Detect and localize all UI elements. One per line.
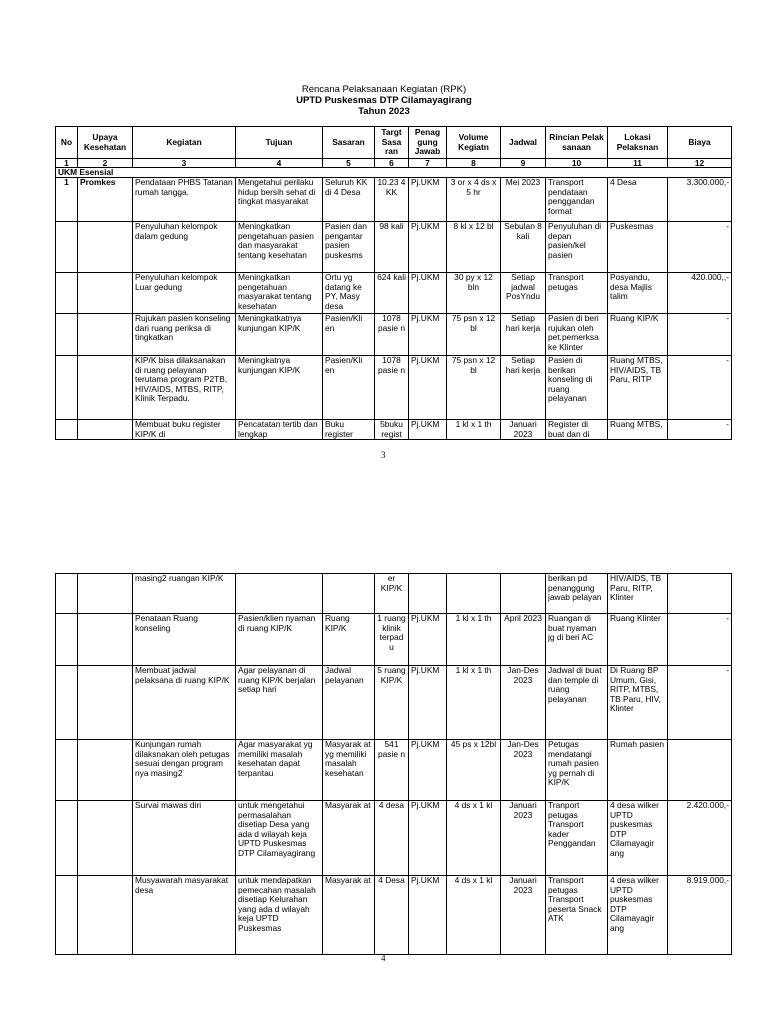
sasaran-cell: Buku register — [323, 420, 375, 440]
table-row — [56, 356, 732, 420]
row-number — [56, 876, 78, 955]
target-cell: er KIP/K — [375, 574, 409, 614]
row-number — [56, 222, 78, 273]
rincian-cell: Penyuluhan di depan pasien/kel pasien — [546, 222, 608, 273]
upaya-cell — [78, 420, 133, 440]
target-cell: 98 kali — [375, 222, 409, 273]
jadwal-cell: Jan-Des 2023 — [501, 666, 546, 740]
table-row — [56, 876, 732, 955]
table-row — [56, 222, 732, 273]
biaya-cell: - — [668, 420, 732, 440]
upaya-cell — [78, 740, 133, 801]
biaya-cell: 2.420.000,- — [668, 801, 732, 876]
tujuan-cell: Meningkatkatnya kunjungan KIP/K — [236, 314, 323, 356]
tujuan-cell: Meningkatnya kunjungan KIP/K — [236, 356, 323, 420]
title-line-1: Rencana Pelaksanaan Kegiatan (RPK) — [301, 84, 467, 95]
rincian-cell: Transport petugas — [546, 273, 608, 314]
tujuan-cell: Pencatatan tertib dan lengkap — [236, 420, 323, 440]
table-row — [56, 314, 732, 356]
kegiatan-cell: Penyuluhan kelompok Luar gedung — [133, 273, 236, 314]
upaya-cell — [78, 273, 133, 314]
volume-cell: 1 kl x 1 th — [447, 666, 501, 740]
kegiatan-cell: masing2 ruangan KIP/K — [133, 574, 236, 614]
title-line-2: UPTD Puskesmas DTP Cilamayagirang — [296, 95, 472, 106]
target-cell: 624 kali — [375, 273, 409, 314]
target-cell: 4 desa — [375, 801, 409, 876]
col-header-biaya: Biaya — [668, 127, 732, 159]
volume-cell: 45 ps x 12bl — [447, 740, 501, 801]
col-number: 11 — [608, 159, 668, 168]
col-number: 7 — [409, 159, 447, 168]
biaya-cell: 8.919.000,- — [668, 876, 732, 955]
tujuan-cell: Agar masyarakat yg memiliki masalah kesehatan dapat terpantau — [236, 740, 323, 801]
jadwal-cell: Setiap hari kerja — [501, 356, 546, 420]
tujuan-cell: Mengetahui perilaku hidup bersih sehat di tingkat masyarakat — [236, 178, 323, 222]
target-cell: 5buku regist — [375, 420, 409, 440]
rincian-cell: Jadwal di buat dan temple di ruang pelayanan — [546, 666, 608, 740]
rincian-cell: Pasien di berikan konseling di ruang pelayanan — [546, 356, 608, 420]
lokasi-cell: Ruang KIP/K — [608, 314, 668, 356]
target-cell: 5 ruang KIP/K — [375, 666, 409, 740]
lokasi-cell: Di Ruang BP Umum, Gisi, RITP, MTBS, TB Paru, HIV, Klinter — [608, 666, 668, 740]
penanggung-jawab-cell: Pj.UKM — [409, 740, 447, 801]
biaya-cell: - — [668, 222, 732, 273]
volume-cell: 8 kl x 12 bl — [447, 222, 501, 273]
jadwal-cell: Jan-Des 2023 — [501, 740, 546, 801]
jadwal-cell: Januari 2023 — [501, 876, 546, 955]
table-row — [56, 273, 732, 314]
lokasi-cell: Puskesmas — [608, 222, 668, 273]
jadwal-cell: April 2023 — [501, 614, 546, 666]
header-row — [56, 127, 732, 159]
col-header-volume: Volume Kegiatn — [447, 127, 501, 159]
lokasi-cell: HIV/AIDS, TB Paru, RITP, Klinter — [608, 574, 668, 614]
penanggung-jawab-cell: Pj.UKM — [409, 314, 447, 356]
target-cell: 541 pasie n — [375, 740, 409, 801]
col-header-kegiatan: Kegiatan — [133, 127, 236, 159]
kegiatan-cell: Rujukan pasien konseling dari ruang periksa di tingkatkan — [133, 314, 236, 356]
lokasi-cell: 4 desa wilker UPTD puskesmas DTP Cilamayagir ang — [608, 876, 668, 955]
row-number — [56, 314, 78, 356]
rincian-cell: Petugas mendatangi rumah pasien yg pernah di KIP/K — [546, 740, 608, 801]
jadwal-cell: Januari 2023 — [501, 801, 546, 876]
tujuan-cell: Agar pelayanan di ruang KIP/K berjalan setiap hari — [236, 666, 323, 740]
volume-cell: 4 ds x 1 kl — [447, 801, 501, 876]
biaya-cell: 3.300.000,- — [668, 178, 732, 222]
col-header-upaya: Upaya Kesehatan — [78, 127, 133, 159]
rincian-cell: Ruangan di buat nyaman jg di beri AC — [546, 614, 608, 666]
volume-cell: 1 kl x 1 th — [447, 420, 501, 440]
volume-cell: 4 ds x 1 kl — [447, 876, 501, 955]
target-cell: 4 Desa — [375, 876, 409, 955]
row-number — [56, 666, 78, 740]
volume-cell: 75 psn x 12 bl — [447, 356, 501, 420]
jadwal-cell — [501, 574, 546, 614]
table-row — [56, 666, 732, 740]
table-row — [56, 574, 732, 614]
biaya-cell: - — [668, 614, 732, 666]
biaya-cell — [668, 574, 732, 614]
tujuan-cell: untuk mendapatkan pemecahan masalah disetiap Kelurahan yang ada d wilayah keja UPTD Puskesmas — [236, 876, 323, 955]
col-header-target: Targt Sasa ran — [375, 127, 409, 159]
row-number — [56, 614, 78, 666]
penanggung-jawab-cell: Pj.UKM — [409, 420, 447, 440]
rincian-cell: Transport pendataan penggandan format — [546, 178, 608, 222]
page-number: 4 — [381, 953, 386, 963]
upaya-cell — [78, 614, 133, 666]
lokasi-cell: Ruang Klinter — [608, 614, 668, 666]
biaya-cell: 420.000,,- — [668, 273, 732, 314]
col-number: 1 — [56, 159, 78, 168]
rincian-cell: Pasien di beri rujukan oleh pet.pemerksa ke Klinter — [546, 314, 608, 356]
upaya-cell — [78, 356, 133, 420]
target-cell: 1078 pasie n — [375, 314, 409, 356]
volume-cell: 30 py x 12 bln — [447, 273, 501, 314]
jadwal-cell: Setiap hari kerja — [501, 314, 546, 356]
page-number: 3 — [381, 450, 386, 460]
title-line-3: Tahun 2023 — [358, 106, 410, 117]
jadwal-cell: Mei 2023 — [501, 178, 546, 222]
upaya-cell — [78, 574, 133, 614]
upaya-cell — [78, 314, 133, 356]
upaya-cell — [78, 666, 133, 740]
sasaran-cell: Ruang KIP/K — [323, 614, 375, 666]
biaya-cell — [668, 740, 732, 801]
col-header-lokasi: Lokasi Pelaksnan — [608, 127, 668, 159]
penanggung-jawab-cell: Pj.UKM — [409, 801, 447, 876]
table-row — [56, 178, 732, 222]
rincian-cell: Transport petugas Transport peserta Snack ATK — [546, 876, 608, 955]
upaya-cell — [78, 801, 133, 876]
sasaran-cell: Masyarak at — [323, 801, 375, 876]
col-number: 8 — [447, 159, 501, 168]
kegiatan-cell: Survai mawas diri — [133, 801, 236, 876]
col-header-tujuan: Tujuan — [236, 127, 323, 159]
upaya-cell — [78, 876, 133, 955]
penanggung-jawab-cell: Pj.UKM — [409, 178, 447, 222]
penanggung-jawab-cell: Pj.UKM — [409, 273, 447, 314]
column-number-row — [56, 159, 732, 168]
tujuan-cell: Meningkatkan pengetahuan pasien dan masyarakat tentang kesehatan — [236, 222, 323, 273]
lokasi-cell: Posyandu, desa Majlis talim — [608, 273, 668, 314]
col-number: 2 — [78, 159, 133, 168]
penanggung-jawab-cell: Pj.UKM — [409, 356, 447, 420]
tujuan-cell: Meningkatkan pengetahuan masyarakat tentang kesehatan — [236, 273, 323, 314]
lokasi-cell: 4 Desa — [608, 178, 668, 222]
jadwal-cell: Sebulan 8 kali — [501, 222, 546, 273]
rpk-table-page-1 — [55, 126, 732, 440]
biaya-cell: - — [668, 666, 732, 740]
tujuan-cell: Pasien/klien nyaman di ruang KIP/K — [236, 614, 323, 666]
kegiatan-cell: Musyawarah masyarakat desa — [133, 876, 236, 955]
lokasi-cell: Ruang MTBS, HIV/AIDS, TB Paru, RITP — [608, 356, 668, 420]
lokasi-cell: Rumah pasien — [608, 740, 668, 801]
target-cell: 10.23 4 KK — [375, 178, 409, 222]
section-label: UKM Esensial — [56, 168, 732, 178]
penanggung-jawab-cell: Pj.UKM — [409, 876, 447, 955]
rincian-cell: Register di buat dan di — [546, 420, 608, 440]
jadwal-cell: Setiap jadwal PosYndu — [501, 273, 546, 314]
col-number: 3 — [133, 159, 236, 168]
kegiatan-cell: Kunjungan rumah dilaksnakan oleh petugas sesuai dengan program nya masing2 — [133, 740, 236, 801]
table-row — [56, 614, 732, 666]
sasaran-cell: Masyarak at yg memiliki masalah kesehatan — [323, 740, 375, 801]
upaya-cell — [78, 222, 133, 273]
jadwal-cell: Januari 2023 — [501, 420, 546, 440]
penanggung-jawab-cell: Pj.UKM — [409, 666, 447, 740]
sasaran-cell: Pasien dan pengantar pasien puskesms — [323, 222, 375, 273]
sasaran-cell: Masyarak at — [323, 876, 375, 955]
row-number — [56, 356, 78, 420]
table-row — [56, 420, 732, 440]
col-header-jadwal: Jadwal — [501, 127, 546, 159]
kegiatan-cell: KIP/K bisa dilaksanakan di ruang pelayanan terutama program P2TB, HIV/AIDS, MTBS, RITP, Klinik Terpadu. — [133, 356, 236, 420]
upaya-cell: Promkes — [78, 178, 133, 222]
kegiatan-cell: Membuat buku register KIP/K di — [133, 420, 236, 440]
kegiatan-cell: Penataan Ruang konseling — [133, 614, 236, 666]
row-number — [56, 273, 78, 314]
col-number: 12 — [668, 159, 732, 168]
row-number: 1 — [56, 178, 78, 222]
col-header-rincian: Rincian Pelak sanaan — [546, 127, 608, 159]
volume-cell: 75 psn x 12 bl — [447, 314, 501, 356]
penanggung-jawab-cell — [409, 574, 447, 614]
section-row — [56, 168, 732, 178]
kegiatan-cell: Membuat jadwal pelaksana di ruang KIP/K — [133, 666, 236, 740]
col-number: 6 — [375, 159, 409, 168]
biaya-cell: - — [668, 356, 732, 420]
col-number: 10 — [546, 159, 608, 168]
row-number — [56, 801, 78, 876]
biaya-cell: - — [668, 314, 732, 356]
penanggung-jawab-cell: Pj.UKM — [409, 222, 447, 273]
tujuan-cell: untuk mengetahui permasalahan disetiap Desa yang ada d wilayah keja UPTD Puskesmas DTP Cilamayagirang — [236, 801, 323, 876]
tujuan-cell — [236, 574, 323, 614]
sasaran-cell: Ortu yg datang ke PY, Masy desa — [323, 273, 375, 314]
volume-cell: 1 kl x 1 th — [447, 614, 501, 666]
col-number: 5 — [323, 159, 375, 168]
sasaran-cell: Jadwal pelayanan — [323, 666, 375, 740]
table-row — [56, 740, 732, 801]
lokasi-cell: 4 desa wilker UPTD puskesmas DTP Cilamayagir ang — [608, 801, 668, 876]
target-cell: 1078 pasie n — [375, 356, 409, 420]
document-title — [0, 84, 768, 117]
row-number — [56, 420, 78, 440]
sasaran-cell: Seluruh KK di 4 Desa — [323, 178, 375, 222]
lokasi-cell: Ruang MTBS, — [608, 420, 668, 440]
penanggung-jawab-cell: Pj.UKM — [409, 614, 447, 666]
col-number: 4 — [236, 159, 323, 168]
sasaran-cell — [323, 574, 375, 614]
table-row — [56, 801, 732, 876]
col-number: 9 — [501, 159, 546, 168]
col-header-penanggung: Penag gung Jawab — [409, 127, 447, 159]
rincian-cell: berikan pd penanggung jawab pelayan — [546, 574, 608, 614]
rpk-table-page-2 — [55, 573, 732, 955]
volume-cell: 3 or x 4 ds x 5 hr — [447, 178, 501, 222]
row-number — [56, 740, 78, 801]
volume-cell — [447, 574, 501, 614]
sasaran-cell: Pasien/Kli en — [323, 356, 375, 420]
col-header-no: No — [56, 127, 78, 159]
kegiatan-cell: Pendataan PHBS Tatanan rumah tangga. — [133, 178, 236, 222]
rincian-cell: Tranport petugas Transport kader Penggandan — [546, 801, 608, 876]
kegiatan-cell: Penyuluhan kelompok dalam gedung — [133, 222, 236, 273]
col-header-sasaran: Sasaran — [323, 127, 375, 159]
row-number — [56, 574, 78, 614]
sasaran-cell: Pasien/Kli en — [323, 314, 375, 356]
target-cell: 1 ruang klinik terpad u — [375, 614, 409, 666]
